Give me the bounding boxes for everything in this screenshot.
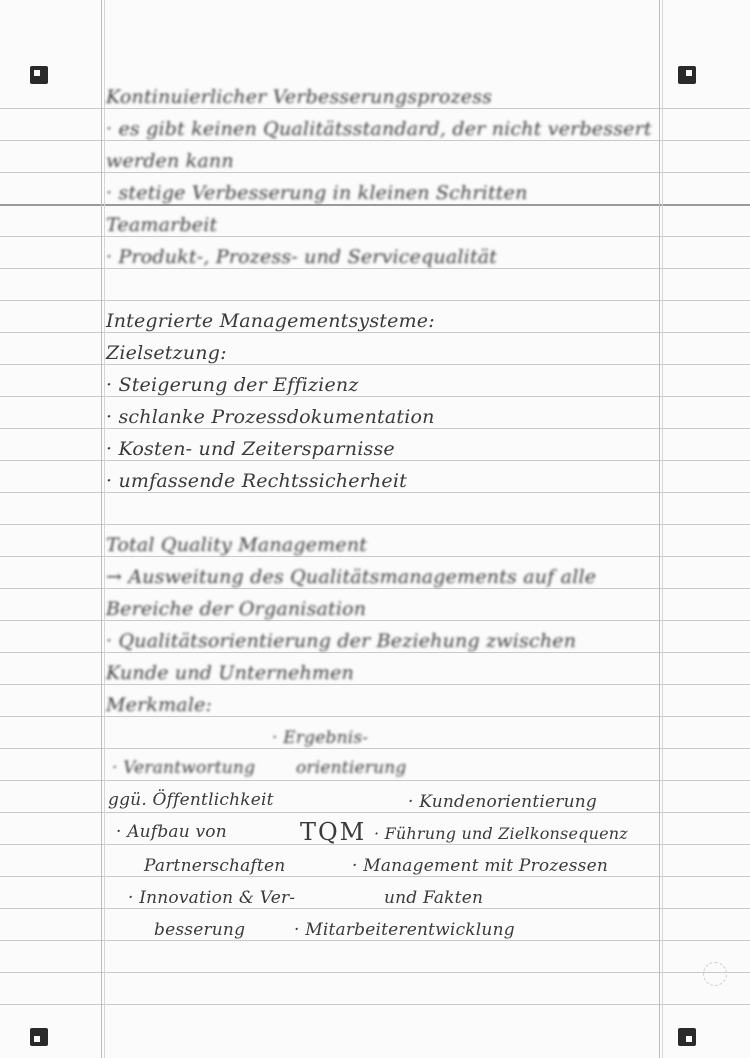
diagram-center-label: TQM [300, 818, 367, 846]
ruled-line [0, 364, 750, 365]
note-line: Teamarbeit [106, 214, 218, 236]
note-line: Zielsetzung: [106, 342, 227, 364]
diagram-item: · Mitarbeiterentwicklung [294, 920, 515, 940]
diagram-item: · Kundenorientierung [408, 792, 597, 812]
ruled-line [0, 332, 750, 333]
note-line: · Kosten- und Zeitersparnisse [106, 438, 395, 460]
left-margin-line [101, 0, 102, 1058]
ruled-line [0, 844, 750, 845]
corner-marker-top-right-icon [678, 66, 696, 84]
diagram-item: · Aufbau von [116, 822, 227, 842]
section-heading: Total Quality Management [106, 534, 368, 556]
note-line: Bereiche der Organisation [106, 598, 367, 620]
ruled-line [0, 812, 750, 813]
right-margin-line-2 [662, 0, 663, 1058]
ruled-line [0, 1004, 750, 1005]
ruled-line [0, 652, 750, 653]
ruled-line [0, 556, 750, 557]
corner-marker-bottom-right-icon [678, 1028, 696, 1046]
diagram-item: · Verantwortung [112, 758, 256, 778]
diagram-item: · Ergebnis- [272, 728, 369, 748]
ruled-line [0, 716, 750, 717]
ruled-line [0, 236, 750, 237]
note-line: · es gibt keinen Qualitätsstandard, der nicht verbessert [106, 118, 652, 140]
note-line: · schlanke Prozessdokumentation [106, 406, 435, 428]
ruled-line [0, 492, 750, 493]
diagram-item: ggü. Öffentlichkeit [108, 790, 274, 810]
ruled-line [0, 140, 750, 141]
note-line: · Produkt-, Prozess- und Servicequalität [106, 246, 498, 268]
ruled-line [0, 524, 750, 525]
note-line: · umfassende Rechtssicherheit [106, 470, 407, 492]
diagram-item: · Führung und Zielkonsequenz [374, 824, 628, 843]
ruled-line [0, 620, 750, 621]
ruled-line [0, 908, 750, 909]
ruled-line [0, 940, 750, 941]
section-heading: Kontinuierlicher Verbesserungsprozess [106, 86, 493, 108]
right-margin-line [659, 0, 660, 1058]
ruled-line [0, 268, 750, 269]
ruled-line [0, 588, 750, 589]
ruled-line [0, 300, 750, 301]
ruled-line [0, 972, 750, 973]
diagram-item: orientierung [296, 758, 407, 778]
ruled-line [0, 780, 750, 781]
corner-marker-top-left-icon [30, 66, 48, 84]
note-line: · Steigerung der Effizienz [106, 374, 359, 396]
ruled-line [0, 396, 750, 397]
ruled-line [0, 684, 750, 685]
diagram-item: besserung [154, 920, 246, 940]
ruled-line [0, 428, 750, 429]
ruled-line [0, 460, 750, 461]
ruled-line [0, 876, 750, 877]
ruled-line [0, 108, 750, 109]
diagram-item: und Fakten [384, 888, 484, 908]
diagram-item: · Management mit Prozessen [352, 856, 609, 876]
note-line: · Qualitätsorientierung der Beziehung zwischen [106, 630, 577, 652]
ruled-line [0, 204, 750, 206]
left-margin-line-2 [104, 0, 105, 1058]
note-line: → Ausweitung des Qualitätsmanagements auf alle [106, 566, 597, 588]
ruled-line [0, 172, 750, 173]
ruled-line [0, 748, 750, 749]
section-heading: Integrierte Managementsysteme: [106, 310, 435, 332]
note-line: Merkmale: [106, 694, 213, 716]
diagram-item: · Innovation & Ver- [128, 888, 296, 908]
corner-marker-bottom-left-icon [30, 1028, 48, 1046]
punch-hole-icon [703, 962, 727, 986]
diagram-item: Partnerschaften [144, 856, 286, 876]
note-line: · stetige Verbesserung in kleinen Schritten [106, 182, 528, 204]
note-line: Kunde und Unternehmen [106, 662, 354, 684]
note-line: werden kann [106, 150, 234, 172]
